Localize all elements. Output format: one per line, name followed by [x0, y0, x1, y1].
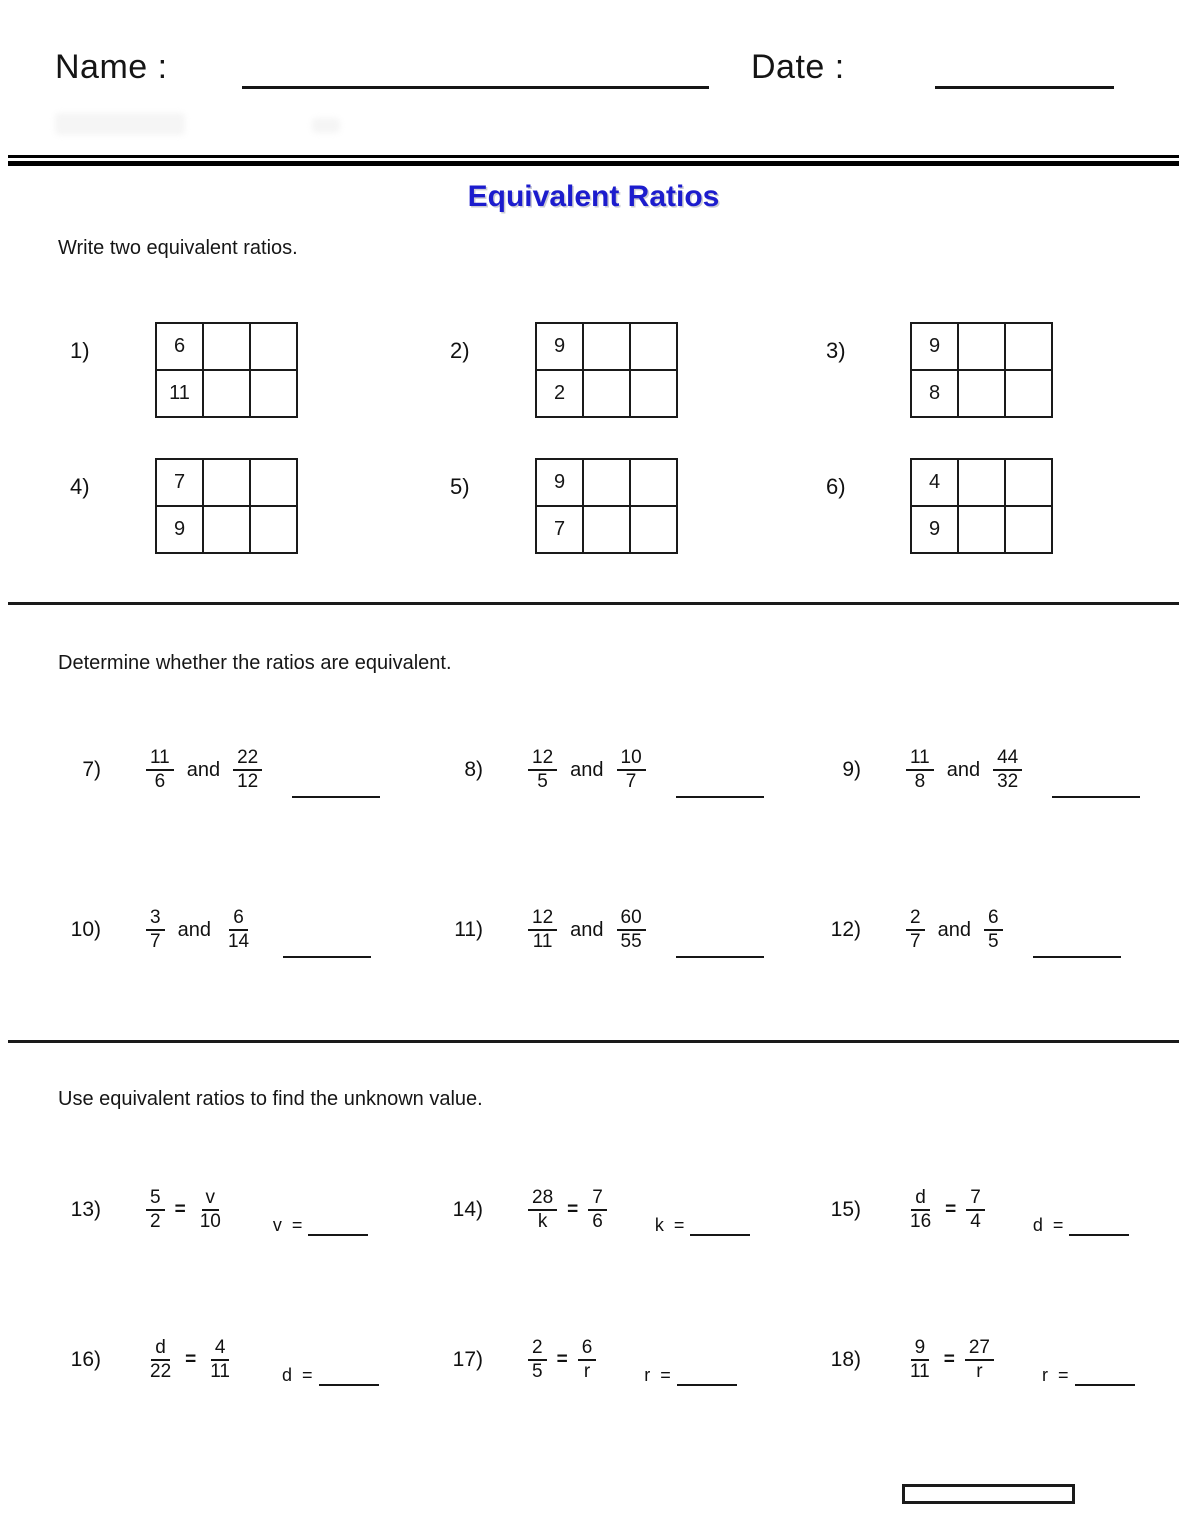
fraction: $\frac{11}{6}$: [146, 747, 174, 794]
ratio-table: [910, 322, 1053, 418]
table-cell-empty[interactable]: [250, 459, 297, 506]
ratio-table: [155, 458, 298, 554]
answer-blank[interactable]: [319, 1372, 379, 1386]
answer-area: [655, 1215, 751, 1236]
answer-blank[interactable]: [1075, 1372, 1135, 1386]
table-cell-filled: 9: [536, 323, 583, 370]
table-cell-filled: 7: [536, 506, 583, 553]
problem-8: [437, 738, 764, 802]
fraction: $\frac{6}{14}$: [227, 906, 250, 952]
fraction: $\frac{v}{10}$: [199, 1186, 221, 1232]
equals-sign: =: [185, 1349, 197, 1370]
problem-12: [815, 898, 1121, 962]
conjunction: and: [186, 758, 221, 781]
problem-number: 5): [450, 474, 470, 499]
equals-sign: =: [943, 1349, 955, 1370]
table-cell-empty[interactable]: [583, 323, 630, 370]
answer-blank[interactable]: [308, 1222, 368, 1236]
table-cell-empty[interactable]: [630, 323, 677, 370]
table-cell-filled: 6: [156, 323, 203, 370]
fraction: $\frac{2}{5}$: [528, 1337, 547, 1384]
table-cell-empty[interactable]: [583, 506, 630, 553]
footer-box: [902, 1484, 1075, 1504]
table-cell-empty[interactable]: [203, 459, 250, 506]
table-cell-empty[interactable]: [1005, 323, 1052, 370]
equals-sign: =: [556, 1349, 568, 1370]
table-cell-empty[interactable]: [583, 459, 630, 506]
equals-sign: =: [945, 1199, 957, 1220]
answer-blank[interactable]: [292, 784, 380, 798]
problem-number: 9): [842, 758, 861, 781]
table-cell-empty[interactable]: [250, 323, 297, 370]
table-cell-filled: 7: [156, 459, 203, 506]
table-cell-filled: 9: [536, 459, 583, 506]
table-cell-empty[interactable]: [203, 506, 250, 553]
problem-number: 2): [450, 338, 470, 363]
problem-17: [437, 1328, 737, 1392]
fraction: $\frac{3}{7}$: [146, 907, 165, 954]
conjunction: and: [570, 758, 604, 781]
table-cell-empty[interactable]: [1005, 459, 1052, 506]
answer-blank[interactable]: [676, 944, 764, 958]
answer-blank[interactable]: [676, 784, 764, 798]
fraction: $\frac{4}{11}$: [210, 1336, 230, 1382]
section-divider: [8, 602, 1179, 605]
date-label: Date :: [751, 48, 845, 86]
answer-area: [644, 1365, 737, 1386]
problem-16: [55, 1328, 379, 1392]
fraction: $\frac{2}{7}$: [906, 907, 925, 954]
section1-instruction: Write two equivalent ratios.: [58, 237, 298, 259]
fraction: $\frac{12}{5}$: [528, 747, 557, 794]
name-input-line[interactable]: [242, 86, 709, 89]
problem-number: 4): [70, 474, 90, 499]
date-input-line[interactable]: [935, 86, 1114, 89]
answer-area: [282, 1365, 379, 1386]
problem-10: [55, 898, 371, 962]
answer-blank[interactable]: [677, 1372, 737, 1386]
table-cell-empty[interactable]: [203, 323, 250, 370]
problem-number: 3): [826, 338, 846, 363]
ratio-table: [535, 322, 678, 418]
fraction: $\frac{d}{22}$: [150, 1336, 172, 1382]
answer-blank[interactable]: [1052, 784, 1140, 798]
answer-variable: v =: [272, 1214, 303, 1235]
table-cell-filled: 8: [911, 370, 958, 417]
header-divider: [8, 155, 1179, 166]
page-title: Equivalent Ratios: [467, 180, 720, 213]
fraction: $\frac{6}{5}$: [984, 907, 1003, 954]
problem-15: [815, 1178, 1129, 1242]
table-cell-empty[interactable]: [958, 323, 1005, 370]
problem-9: [815, 738, 1140, 802]
conjunction: and: [570, 918, 604, 941]
problem-number: 14): [452, 1198, 483, 1221]
table-cell-empty[interactable]: [630, 370, 677, 417]
answer-variable: r =: [1041, 1364, 1069, 1385]
problem-number: 13): [70, 1198, 101, 1221]
section3-instruction: Use equivalent ratios to find the unknown value.: [58, 1088, 483, 1110]
answer-area: [1033, 1215, 1130, 1236]
table-cell-empty[interactable]: [250, 370, 297, 417]
table-cell-empty[interactable]: [1005, 506, 1052, 553]
section2-instruction: Determine whether the ratios are equivalent.: [58, 652, 452, 674]
table-cell-filled: 2: [536, 370, 583, 417]
problem-13: [55, 1178, 368, 1242]
table-cell-empty[interactable]: [958, 506, 1005, 553]
problem-number: 12): [830, 918, 861, 941]
table-cell-empty[interactable]: [630, 459, 677, 506]
table-cell-empty[interactable]: [630, 506, 677, 553]
ratio-table: [910, 458, 1053, 554]
fraction: $\frac{7}{6}$: [588, 1187, 607, 1234]
fraction: $\frac{10}{7}$: [617, 747, 646, 794]
ratio-table: [535, 458, 678, 554]
table-cell-filled: 4: [911, 459, 958, 506]
watermark-smudge: [312, 118, 340, 133]
equals-sign: =: [174, 1199, 186, 1220]
answer-variable: k =: [654, 1214, 685, 1235]
table-cell-empty[interactable]: [250, 506, 297, 553]
name-label: Name :: [55, 48, 168, 86]
fraction: $\frac{28}{k}$: [528, 1187, 557, 1234]
table-cell-empty[interactable]: [583, 370, 630, 417]
problem-number: 16): [70, 1348, 101, 1371]
problem-number: 7): [82, 758, 101, 781]
answer-blank[interactable]: [1069, 1222, 1129, 1236]
problem-number: 11): [454, 918, 483, 941]
answer-area: [273, 1215, 369, 1236]
fraction: $\frac{6}{r}$: [578, 1337, 597, 1384]
conjunction: and: [177, 918, 211, 941]
fraction: $\frac{9}{11}$: [910, 1336, 930, 1382]
answer-area: [1042, 1365, 1135, 1386]
problem-number: 1): [70, 338, 90, 363]
section-divider: [8, 1040, 1179, 1043]
table-cell-empty[interactable]: [958, 370, 1005, 417]
answer-variable: d =: [1032, 1214, 1064, 1235]
problem-18: [815, 1328, 1135, 1392]
problem-number: 18): [830, 1348, 861, 1371]
table-cell-filled: 9: [911, 506, 958, 553]
table-cell-empty[interactable]: [958, 459, 1005, 506]
fraction: $\frac{5}{2}$: [146, 1187, 165, 1234]
problem-7: [55, 738, 380, 802]
ratio-table: [155, 322, 298, 418]
problem-number: 8): [464, 758, 483, 781]
table-cell-empty[interactable]: [203, 370, 250, 417]
problem-number: 10): [70, 918, 101, 941]
table-cell-filled: 9: [156, 506, 203, 553]
answer-blank[interactable]: [1033, 944, 1121, 958]
answer-variable: d =: [281, 1364, 313, 1385]
conjunction: and: [937, 918, 971, 941]
problem-number: 6): [826, 474, 846, 499]
fraction: $\frac{44}{32}$: [993, 747, 1022, 794]
watermark-smudge: [55, 113, 185, 135]
fraction: $\frac{7}{4}$: [966, 1187, 985, 1234]
problem-14: [437, 1178, 750, 1242]
fraction: $\frac{22}{12}$: [233, 747, 262, 794]
equals-sign: =: [567, 1199, 579, 1220]
answer-blank[interactable]: [690, 1222, 750, 1236]
answer-variable: r =: [644, 1364, 671, 1385]
problem-number: 17): [452, 1348, 483, 1371]
fraction: $\frac{27}{r}$: [965, 1337, 994, 1384]
table-cell-filled: 9: [911, 323, 958, 370]
fraction: $\frac{60}{55}$: [617, 907, 646, 954]
problem-11: [437, 898, 764, 962]
conjunction: and: [946, 758, 981, 781]
fraction: $\frac{11}{8}$: [906, 747, 934, 794]
problem-number: 15): [830, 1198, 861, 1221]
fraction: $\frac{d}{16}$: [910, 1186, 932, 1232]
fraction: $\frac{12}{11}$: [528, 907, 557, 954]
table-cell-filled: 11: [156, 370, 203, 417]
table-cell-empty[interactable]: [1005, 370, 1052, 417]
answer-blank[interactable]: [283, 944, 371, 958]
